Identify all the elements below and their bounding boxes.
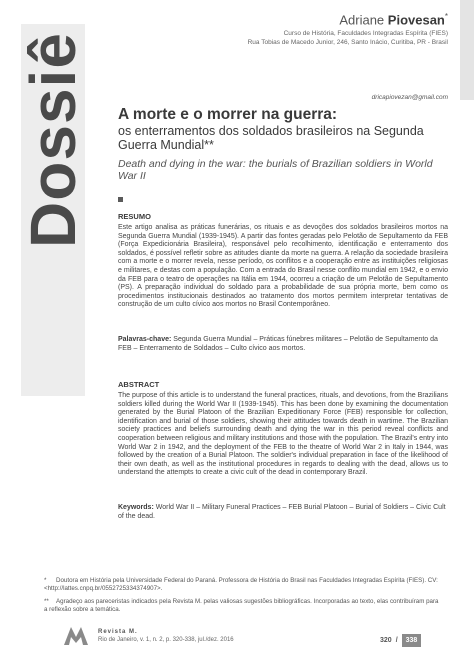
resumo-heading: RESUMO [118, 212, 151, 221]
author-email[interactable]: dricapiovezan@gmail.com [371, 94, 448, 101]
resumo-keywords [118, 336, 448, 353]
keywords-label: Keywords: [118, 504, 154, 511]
right-edge-tab [460, 0, 474, 100]
journal-citation: Rio de Janeiro, v. 1, n. 2, p. 320-338, jul./dez. 2016 [98, 636, 234, 643]
author-affiliation [118, 29, 448, 47]
page-number-current: 320 [380, 637, 392, 644]
footnote-mark: ** [44, 598, 49, 605]
keywords-text: Segunda Guerra Mundial – Práticas fúnebres militares – Pelotão de Sepultamento da FEB – Enterramento de Soldados – Culto cívico aos mortos. [118, 336, 438, 352]
journal-name: Revista M. [98, 629, 138, 635]
affiliation-line: Rua Tobias de Macedo Junior, 246, Santo Inácio, Curitiba, PR - Brasil [247, 39, 448, 47]
author-first-name: Adriane [339, 12, 385, 28]
journal-info [98, 629, 234, 644]
footnote-text: Agradeço aos pareceristas indicados pela Revista M. pelas valiosas sugestões bibliográficas. Incorporadas ao texto, elas contribuíram para a reflexão sobre a temática. [44, 598, 439, 613]
divider-square [118, 197, 123, 202]
section-tab-label: Dossiê [17, 32, 89, 248]
footnote [44, 598, 439, 613]
author-name [118, 12, 448, 27]
affiliation-line: Curso de História, Faculdades Integradas Espírita (FIES) [283, 30, 448, 38]
keywords-label: Palavras-chave: [118, 336, 172, 343]
article-subtitle: os enterramentos dos soldados brasileiros na Segunda Guerra Mundial** [118, 124, 424, 152]
page-separator: / [395, 637, 398, 644]
page-numbers [380, 634, 421, 647]
page-number-last: 338 [402, 634, 422, 647]
journal-logo-icon [62, 624, 90, 646]
abstract-text: The purpose of this article is to understand the funeral practices, rituals, and devotions, from the Brazilians soldiers killed during the World War II (1939-1945). This has been done by examining the documentation generated by the Burial Platoon of the Brazilian Expeditionary Force (FEB) responsible for collection, identification and burial of those soldiers, showing their attitudes towards death in wartime. The Brazilian society practices and beliefs surrounding death and dying the war in this period reveal conflicts and cooperation between religious and military institutions and those with the population. The Brazil's entry into World War 2 in 1942, and the deployment of the FEB to the theatre of World War 2 in Italy in 1944, was followed by the creation of a Burial Platoon. The soldier's individual preparation in face of the likelihood of their own death, as well as the institutional procedures in regards to dealing with the dead, allows us to understand the attempts to create a civic cult of the dead in contemporary Brazil. [118, 392, 448, 477]
author-last-name: Piovesan [387, 12, 445, 28]
footnote [44, 577, 439, 592]
footnote-mark: * [44, 577, 47, 584]
article-title-english: Death and dying in the war: the burials of Brazilian soldiers in World War II [118, 158, 433, 182]
footnote-text: Doutora em História pela Universidade Federal do Paraná. Professora de História do Brasil nas Faculdades Integradas Espírita (FIES). CV: <http://lattes.cnpq.br/0552725334374907>. [44, 577, 438, 592]
author-footnote-mark: * [444, 12, 448, 21]
abstract-heading: ABSTRACT [118, 380, 160, 389]
resumo-text: Este artigo analisa as práticas funerárias, os rituais e as devoções dos soldados brasileiros mortos na Segunda Guerra Mundial (1939-1945). A partir das fontes geradas pelo Pelotão de Sepultamento da FEB (Força Expedicionária Brasileira), responsável pelo recolhimento, identificação e enterramento dos soldados, é possível refletir sobre as atitudes diante da morte na guerra. A relação da sociedade brasileira com a morte e o morrer revela, nesse período, os conflitos e a cooperação entre as instituições religiosas e militares, e destas com a população. Com a entrada do Brasil nesse conflito mundial em 1942, e o envio da FEB para o teatro de operações na Itália em 1944, ocorreu a criação de um Pelotão de Sepultamento (PS). A preparação individual do soldado para a probabilidade de sua própria morte, bem como os procedimentos institucionais destinados ao tratamento dos mortos permitem interpretar tentativas de construção de um culto cívico aos mortos no Brasil Contemporâneo. [118, 224, 448, 309]
keywords-text: World War II – Military Funeral Practices – FEB Burial Platoon – Burial of Soldiers – Civic Cult of the dead. [118, 504, 446, 520]
author-block [118, 12, 448, 47]
article-title: A morte e o morrer na guerra: [118, 106, 338, 123]
abstract-keywords [118, 504, 448, 521]
